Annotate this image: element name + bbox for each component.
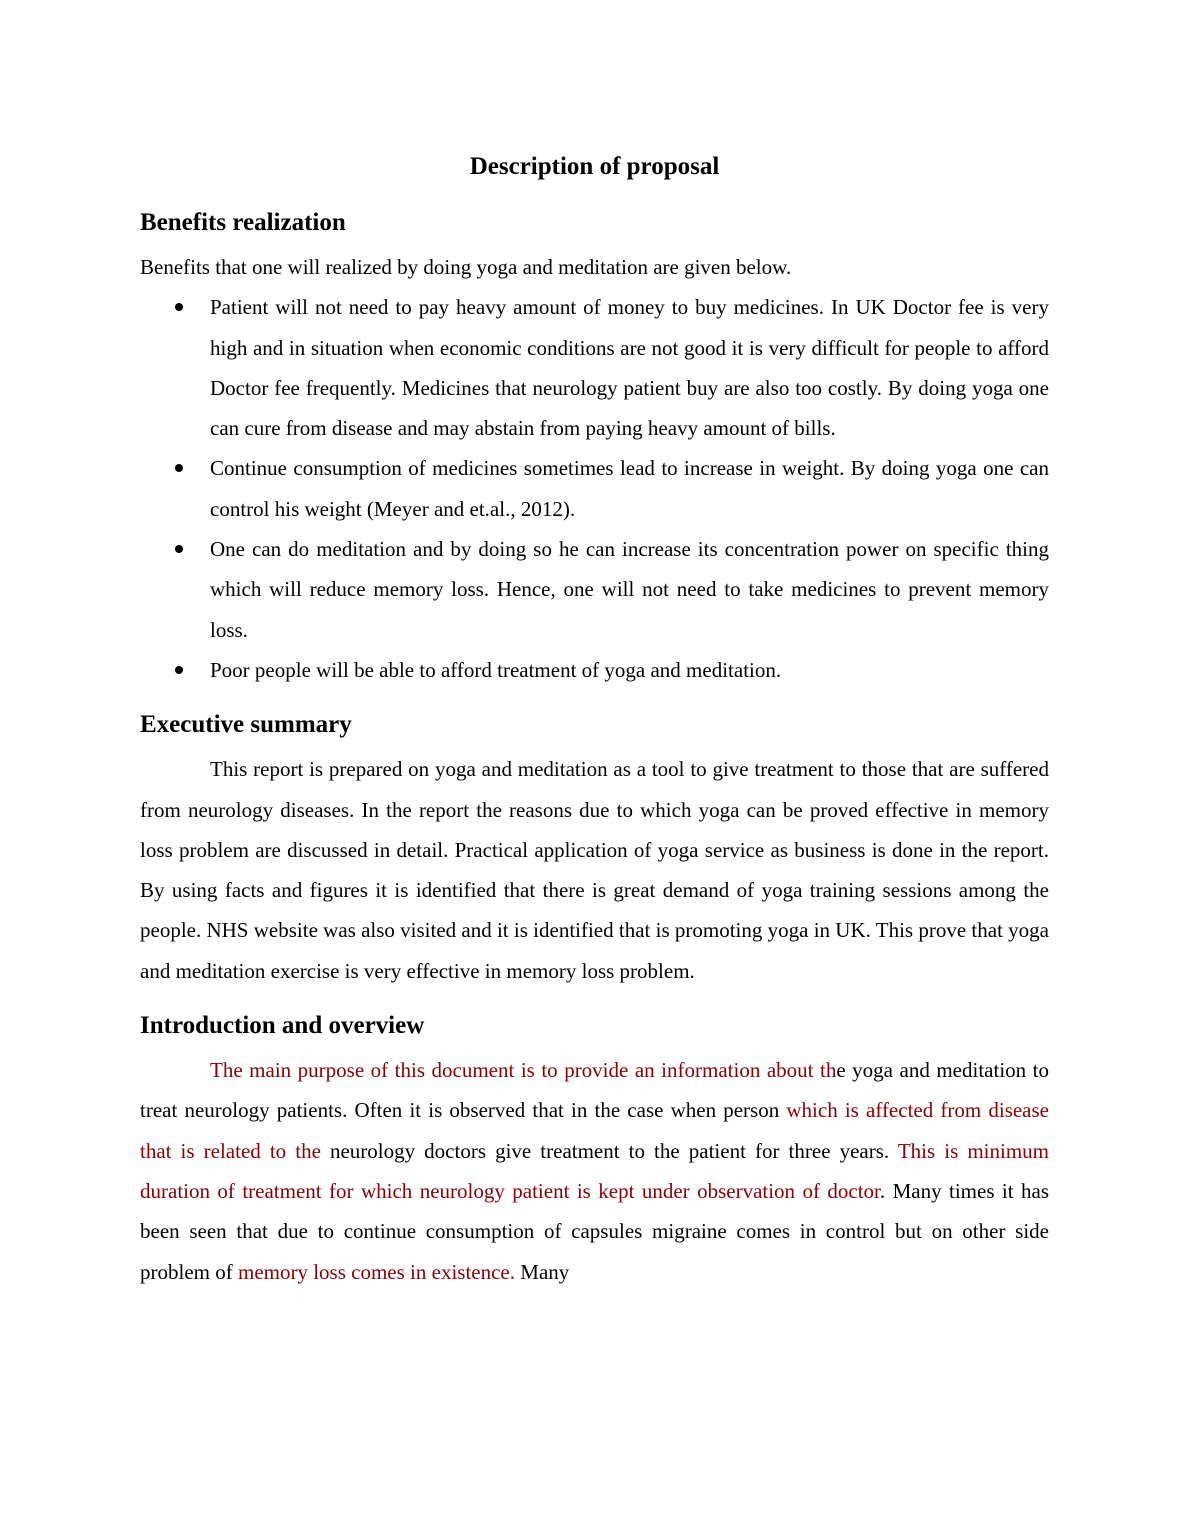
list-item: [140, 650, 1049, 690]
body-text: . Many times it has been seen that due to continue consumption of capsules migraine comes in control but on other side problem of: [140, 1178, 1050, 1284]
list-item-text: Continue consumption of medicines sometimes lead to increase in weight. By doing yoga one can control his weight (Meyer and et.al., 2012).: [210, 456, 1049, 521]
bullet-icon: [175, 666, 183, 674]
document-title: Description of proposal: [469, 153, 720, 180]
list-item-text: One can do meditation and by doing so he can increase its concentration power on specific thing which will reduce memory loss. Hence, one will not need to take medicines to prevent memory loss.: [210, 537, 1049, 642]
body-text: e yoga and meditation to treat neurology patients. Often it is observed that in the case when person: [140, 1058, 1049, 1123]
body-text: Many: [515, 1259, 570, 1284]
highlighted-text: This is minimum duration of treatment for which neurology patient is kept under observation of doctor: [140, 1138, 1049, 1203]
highlighted-text: The main purpose of this document is to provide an information about th: [210, 1058, 837, 1083]
highlighted-text: memory loss comes in existence.: [237, 1259, 516, 1284]
list-item: [140, 287, 1049, 448]
list-item: [140, 529, 1049, 650]
document-page: [140, 145, 1049, 1292]
executive-summary-paragraph: This report is prepared on yoga and meditation as a tool to give treatment to those that are suffered from neurology diseases. In the report the reasons due to which yoga can be proved effective in memory loss problem are discussed in detail. Practical application of yoga service as business is done in the report. By using facts and figures it is identified that there is great demand of yoga training sessions among the people. NHS website was also visited and it is identified that is promoting yoga in UK. This prove that yoga and meditation exercise is very effective in memory loss problem.: [140, 757, 1049, 983]
list-item: [140, 448, 1049, 529]
heading-executive-summary: Executive summary: [140, 711, 352, 739]
bullet-icon: [175, 303, 183, 311]
bullet-icon: [175, 464, 183, 472]
list-item-text: Patient will not need to pay heavy amount of money to buy medicines. In UK Doctor fee is very high and in situation when economic conditions are not good it is very difficult for people to afford Doctor fee frequently. Medicines that neurology patient buy are also too costly. By doing yoga one can cure from disease and may abstain from paying heavy amount of bills.: [210, 295, 1049, 441]
body-text: neurology doctors give treatment to the patient for three years.: [320, 1138, 898, 1163]
heading-introduction-overview: Introduction and overview: [140, 1012, 425, 1040]
highlighted-text: which is affected from disease that is related to the: [140, 1098, 1049, 1163]
benefits-intro-paragraph: Benefits that one will realized by doing yoga and meditation are given below.: [140, 255, 792, 279]
bullet-icon: [175, 545, 183, 553]
heading-benefits-realization: Benefits realization: [140, 209, 346, 236]
introduction-paragraph: [140, 1050, 1049, 1292]
benefits-bullet-list: [140, 287, 1049, 690]
list-item-text: Poor people will be able to afford treatment of yoga and meditation.: [210, 657, 782, 682]
